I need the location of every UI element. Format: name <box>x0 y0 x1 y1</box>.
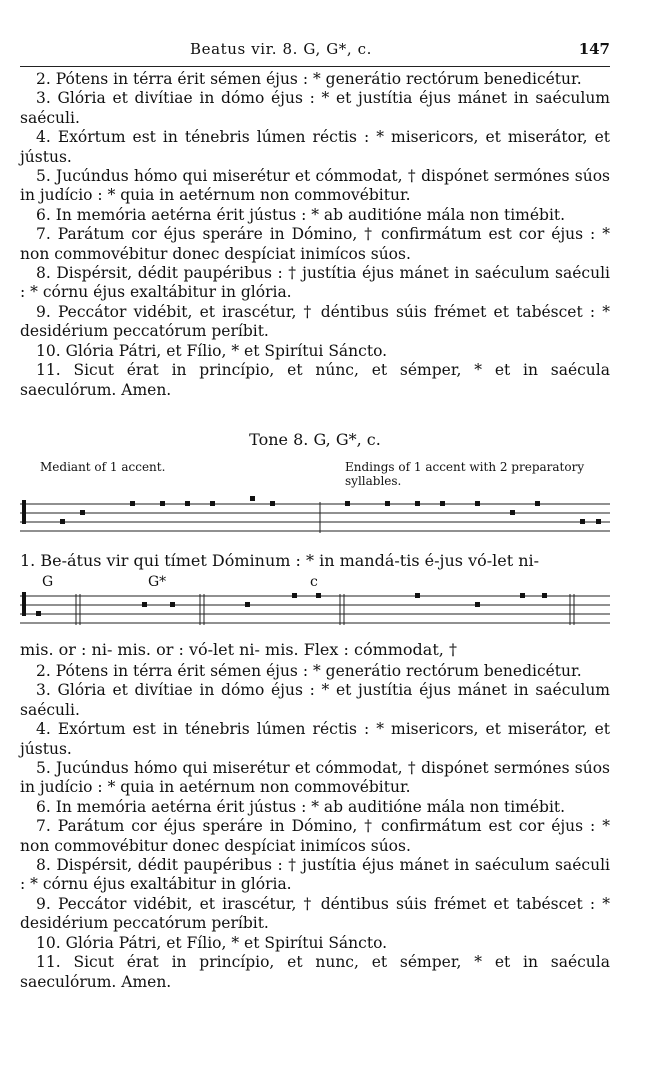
ending-label-c: c <box>310 574 318 590</box>
verse: 9. Peccátor vidébit, et irascétur, † déntibus súis frémet et tabéscet : * desidérium peccatórum períbit. <box>20 302 610 341</box>
verse: 2. Pótens in térra érit sémen éjus : * generátio rectórum benedicétur. <box>36 662 582 680</box>
ending-label-g: G <box>42 574 54 590</box>
ending-label-g-star: G* <box>148 574 167 590</box>
lyric-line: mis. or : ni- mis. or : vó-let ni- mis. Flex : cómmodat, † <box>20 640 457 659</box>
verse: 10. Glória Pátri, et Fílio, * et Spirítui Sáncto. <box>36 933 388 952</box>
verse: 10. Glória Pátri, et Fílio, * et Spirítui Sáncto. <box>36 341 388 360</box>
verses-top <box>20 70 610 400</box>
verse: 11. Sicut érat in princípio, et nunc, et sémper, * et in saécula saeculórum. Amen. <box>20 953 610 991</box>
verse: 7. Parátum cor éjus speráre in Dómino, † confirmátum est cor éjus : * non commovébitur donec despíciat inimícos súos. <box>20 225 610 263</box>
endings-label: Endings of 1 accent with 2 preparatory syllables. <box>345 460 585 488</box>
book-page <box>20 0 618 1067</box>
verse: 2. Pótens in térra érit sémen éjus : * generátio rectórum benedicétur. <box>36 70 582 88</box>
verse: 9. Peccátor vidébit, et irascétur, † déntibus súis frémet et tabéscet : * desidérium peccatórum períbit. <box>20 894 610 933</box>
chant-staff-2 <box>20 590 610 636</box>
verse: 6. In memória aetérna érit jústus : * ab auditióne mála non timébit. <box>36 205 566 224</box>
page-title: Beatus vir. 8. G, G*, c. <box>190 40 372 58</box>
verse: 3. Glória et divítiae in dómo éjus : * et justítia éjus mánet in saéculum saéculi. <box>20 89 610 127</box>
running-header <box>20 40 618 62</box>
verse: 8. Dispérsit, dédit paupéribus : † justítia éjus mánet in saéculum saéculi : * córnu éjus exaltábitur in glória. <box>20 264 610 302</box>
verse: 5. Jucúndus hómo qui miserétur et cómmodat, † dispónet sermónes súos in judício : * quia in aetérnum non commovébitur. <box>20 167 610 205</box>
verse: 7. Parátum cor éjus speráre in Dómino, † confirmátum est cor éjus : * non commovébitur donec despíciat inimícos súos. <box>20 817 610 855</box>
verse: 3. Glória et divítiae in dómo éjus : * et justítia éjus mánet in saéculum saéculi. <box>20 681 610 719</box>
lyric-line: 1. Be-átus vir qui tímet Dóminum : * in mandá-tis é-jus vó-let ni- <box>20 551 540 570</box>
verse: 8. Dispérsit, dédit paupéribus : † justítia éjus mánet in saéculum saéculi : * córnu éjus exaltábitur in glória. <box>20 856 610 894</box>
verse: 4. Exórtum est in ténebris lúmen réctis : * misericors, et miserátor, et jústus. <box>20 720 610 758</box>
verse: 5. Jucúndus hómo qui miserétur et cómmodat, † dispónet sermónes súos in judício : * quia in aetérnum non commovébitur. <box>20 759 610 797</box>
verse: 4. Exórtum est in ténebris lúmen réctis : * misericors, et miserátor, et jústus. <box>20 128 610 166</box>
mediant-label: Mediant of 1 accent. <box>40 460 166 474</box>
verse: 6. In memória aetérna érit jústus : * ab auditióne mála non timébit. <box>36 797 566 816</box>
verses-bottom <box>20 662 610 992</box>
chant-staff-1 <box>20 494 610 540</box>
page-number: 147 <box>578 40 610 58</box>
tone-heading: Tone 8. G, G*, c. <box>249 430 381 449</box>
header-rule <box>20 66 610 67</box>
verse: 11. Sicut érat in princípio, et núnc, et sémper, * et in saécula saeculórum. Amen. <box>20 361 610 399</box>
